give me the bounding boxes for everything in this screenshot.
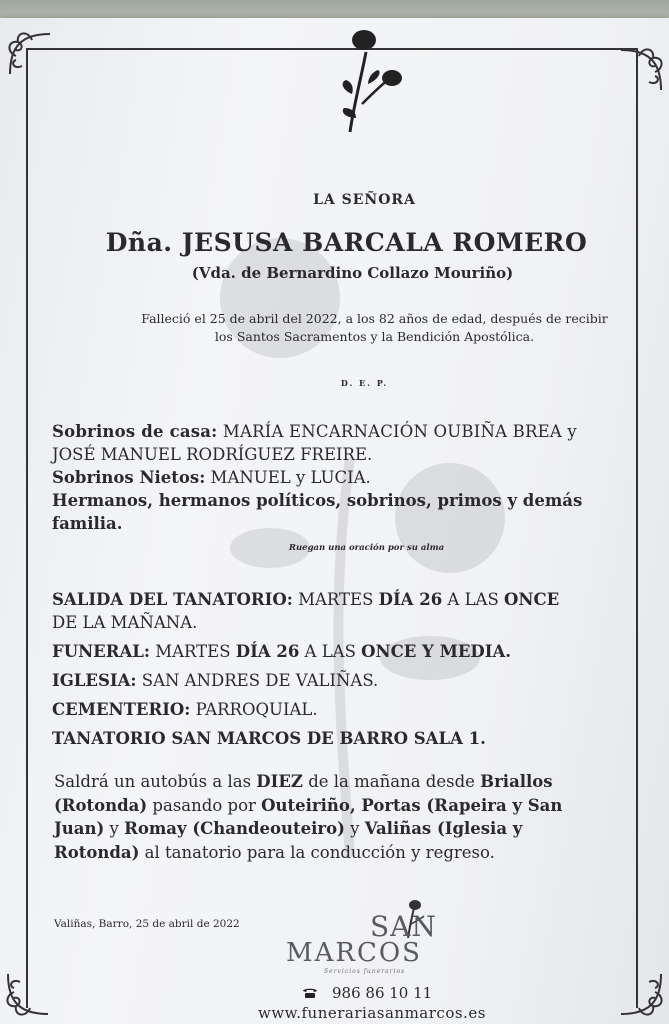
funeral-text: A LAS	[299, 642, 362, 661]
widow-of: (Vda. de Bernardino Collazo Mouriño)	[191, 264, 514, 282]
tanatorio-row: TANATORIO SAN MARCOS DE BARRO SALA 1.	[52, 729, 486, 748]
salida-text: A LAS	[442, 590, 505, 609]
bus-bold: Juan)	[54, 819, 105, 838]
salida-time: ONCE	[504, 590, 560, 609]
funeral-row	[52, 640, 632, 663]
bus-bold: Outeiriño, Portas (Rapeira y San	[261, 795, 563, 815]
sobrinos-casa-value: MARÍA ENCARNACIÓN OUBIÑA BREA y	[217, 422, 577, 441]
salida-label: SALIDA DEL TANATORIO:	[52, 590, 293, 609]
schedule-section	[52, 588, 632, 756]
sobrinos-casa-label: Sobrinos de casa:	[52, 422, 218, 441]
other-family-line: Hermanos, hermanos políticos, sobrinos, primos y demás	[52, 491, 583, 510]
bus-bold: Valiñas (Iglesia y	[364, 819, 523, 838]
funeral-home-logo	[280, 898, 440, 988]
salida-day: DÍA 26	[378, 590, 443, 609]
cementerio-row	[52, 698, 632, 721]
place-date: Valiñas, Barro, 25 de abril de 2022	[54, 918, 240, 930]
cementerio-label: CEMENTERIO:	[52, 700, 191, 719]
corner-ornament-icon	[613, 966, 669, 1022]
death-notice	[40, 310, 669, 346]
prayer-request: Ruegan una oración por su alma	[288, 543, 445, 553]
deceased-name: Dña. JESUSA BARCALA ROMERO	[105, 228, 588, 257]
sobrinos-nietos-label: Sobrinos Nietos:	[52, 468, 206, 487]
family-section	[52, 420, 652, 535]
logo-subtitle: Servicios funerarios	[324, 968, 406, 975]
bus-bold: (Rotonda)	[54, 795, 148, 815]
logo-line-1: SAN	[370, 910, 437, 943]
salida-text: DE LA MAÑANA.	[52, 613, 198, 632]
rip-text: D. E. P.	[340, 378, 389, 388]
corner-ornament-icon	[2, 26, 58, 82]
bus-text: y	[104, 819, 125, 838]
logo-line-2: MARCOS	[286, 938, 422, 968]
funeral-text: MARTES	[149, 642, 236, 661]
death-notice-line: los Santos Sacramentos y la Bendición Apostólica.	[214, 329, 535, 344]
funeral-label: FUNERAL:	[52, 642, 150, 661]
bus-text: y	[344, 819, 365, 838]
bus-bold: DIEZ	[256, 772, 303, 791]
heading: LA SEÑORA	[313, 192, 416, 208]
other-family-line: familia.	[52, 514, 123, 533]
bus-text: pasando por	[147, 795, 262, 815]
rose-icon	[332, 24, 404, 134]
sobrinos-casa-line	[52, 420, 652, 443]
iglesia-row	[52, 669, 632, 692]
bus-notice	[54, 770, 639, 864]
salida-row	[52, 588, 632, 634]
phone-number: 986 86 10 11	[332, 984, 433, 1002]
sobrinos-casa-line: JOSÉ MANUEL RODRÍGUEZ FREIRE.	[52, 445, 373, 464]
death-notice-line: Falleció el 25 de abril del 2022, a los 82 años de edad, después de recibir	[141, 311, 608, 326]
phone-row	[302, 984, 432, 1002]
iglesia-label: IGLESIA:	[52, 671, 137, 690]
cementerio-value: PARROQUIAL.	[190, 700, 318, 719]
corner-ornament-icon	[613, 42, 669, 98]
telephone-icon	[302, 987, 318, 999]
sobrinos-nietos-value: MANUEL y LUCIA.	[205, 468, 371, 487]
website-link[interactable]: www.funerariasanmarcos.es	[258, 1004, 486, 1022]
iglesia-value: SAN ANDRES DE VALIÑAS.	[136, 671, 379, 690]
bus-text: Saldrá un autobús a las	[54, 772, 257, 791]
bus-bold: Briallos	[480, 772, 553, 791]
bus-text: de la mañana desde	[302, 772, 481, 791]
bus-bold: Romay (Chandeouteiro)	[124, 819, 345, 838]
bus-bold: Rotonda)	[54, 842, 140, 862]
sobrinos-nietos-line	[52, 466, 652, 489]
bus-text: al tanatorio para la conducción y regreso.	[139, 842, 495, 862]
salida-text: MARTES	[292, 590, 379, 609]
funeral-day: DÍA 26	[235, 642, 300, 661]
funeral-time: ONCE Y MEDIA.	[361, 642, 511, 661]
corner-ornament-icon	[0, 966, 56, 1022]
